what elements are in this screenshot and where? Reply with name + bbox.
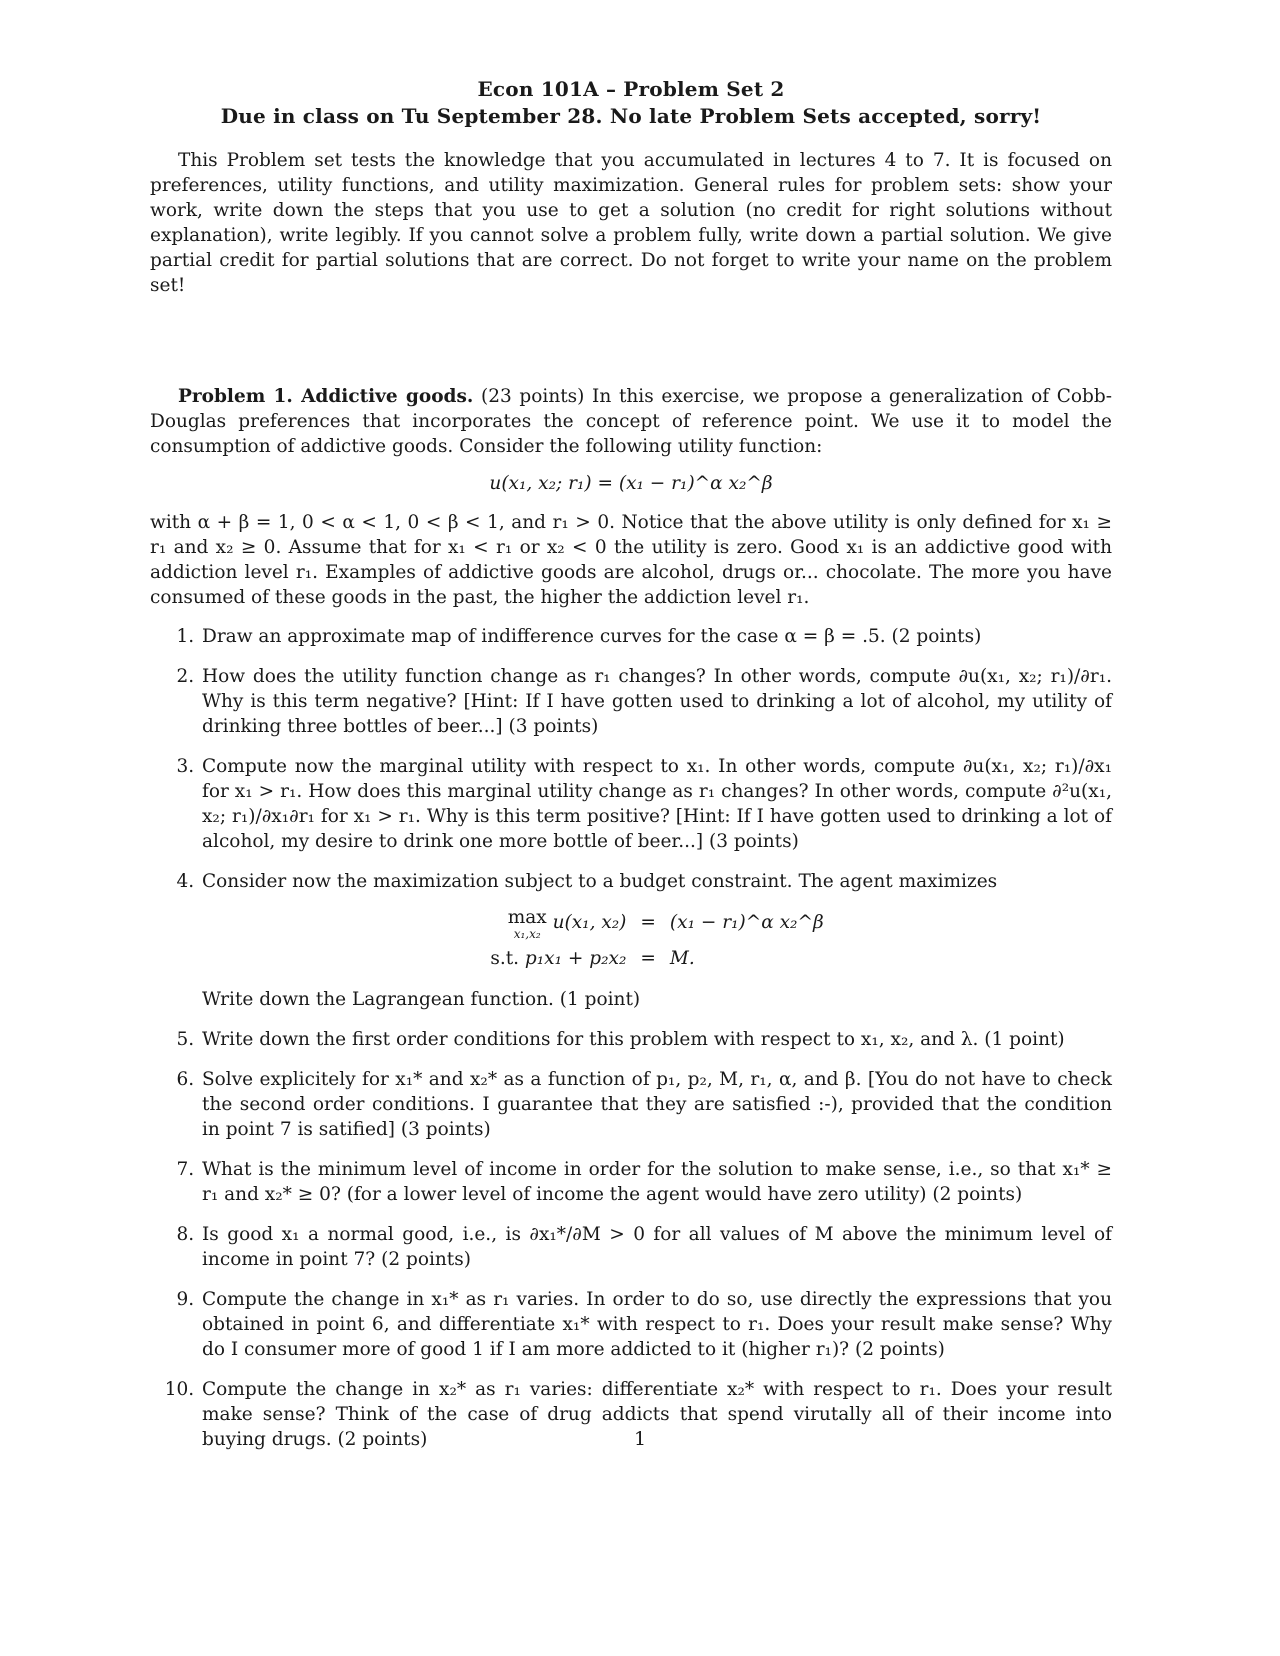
question-item: 5. Write down the first order conditions for this problem with respect to x₁, x₂, and λ. (1 point) (200, 1027, 1112, 1052)
objective-lhs (490, 907, 627, 942)
question-item (200, 869, 1112, 1012)
due-date-line: Due in class on Tu September 28. No late Problem Sets accepted, sorry! (220, 104, 1042, 128)
question-item: 9. Compute the change in x₁* as r₁ varies. In order to do so, use directly the expressions that you obtained in point 6, and differentiate x₁* with respect to r₁. Does your result make sense? Why do I consumer more of good 1 if I am more addicted to it (higher r₁)? (2 points) (200, 1287, 1112, 1362)
objective-rhs: (x₁ − r₁)^α x₂^β (669, 912, 824, 933)
problem-1-intro (150, 384, 1112, 459)
question-item: 2. How does the utility function change as r₁ changes? In other words, compute ∂u(x₁, x₂; r₁)/∂r₁. Why is this term negative? [Hint: If I have gotten used to drinking a lot of alcohol, my utility of drinking three bottles of beer...] (3 points) (200, 664, 1112, 739)
max-label: max (507, 907, 547, 928)
page-number: 1 (633, 1428, 647, 1450)
question-4-text: Consider now the maximization subject to a budget constraint. The agent maximizes (202, 871, 998, 892)
problem-1-heading: Problem 1. Addictive goods. (178, 386, 474, 407)
question-4-task: Write down the Lagrangean function. (1 point) (202, 989, 641, 1010)
equals-sign: = (640, 948, 656, 969)
problem-1-lead: (23 points) In this exercise, we propose a generalization of Cobb-Douglas preferences that incorporates the concept of reference point. We use it to model the consumption of addictive goods. Consider the following utility function: (150, 386, 1112, 457)
utility-equation: u(x₁, x₂; r₁) = (x₁ − r₁)^α x₂^β (489, 473, 773, 494)
equals-sign: = (640, 912, 656, 933)
max-subscript: x₁,x₂ (513, 927, 541, 941)
intro-paragraph: This Problem set tests the knowledge that you accumulated in lectures 4 to 7. It is focused on preferences, utility functions, and utility maximization. General rules for problem sets: show your work, write down the steps that you use to get a solution (no credit for right solutions without explanation), write legibly. If you cannot solve a problem fully, write down a partial solution. We give partial credit for partial solutions that are correct. Do not forget to write your name on the problem set! (150, 150, 1112, 296)
question-item: 3. Compute now the marginal utility with respect to x₁. In other words, compute ∂u(x₁, x₂; r₁)/∂x₁ for x₁ > r₁. How does this marginal utility change as r₁ changes? In other words, compute ∂²u(x₁, x₂; r₁)/∂x₁∂r₁ for x₁ > r₁. Why is this term positive? [Hint: If I have gotten used to drinking a lot of alcohol, my desire to drink one more bottle of beer...] (3 points) (200, 754, 1112, 854)
budget-expression: p₁x₁ + p₂x₂ (524, 948, 627, 969)
document-page (150, 76, 1112, 1467)
optimization-problem (202, 907, 1112, 971)
question-item: 6. Solve explicitely for x₁* and x₂* as a function of p₁, p₂, M, r₁, α, and β. [You do not have to check the second order conditions. I guarantee that they are satisfied :-), provided that the condition in point 7 is satified] (3 points) (200, 1067, 1112, 1142)
question-item: 1. Draw an approximate map of indifference curves for the case α = β = .5. (2 points) (200, 624, 1112, 649)
constraint-lhs (490, 946, 626, 971)
problem-1-question-list (150, 624, 1112, 1452)
question-item: 10. Compute the change in x₂* as r₁ varies: differentiate x₂* with respect to r₁. Does your result make sense? Think of the case of drug addicts that spend virutally all of their income into buying drugs. (2 points) (200, 1377, 1112, 1452)
problem-1-assumptions: with α + β = 1, 0 < α < 1, 0 < β < 1, and r₁ > 0. Notice that the above utility is only defined for x₁ ≥ r₁ and x₂ ≥ 0. Assume that for x₁ < r₁ or x₂ < 0 the utility is zero. Good x₁ is an addictive good with addiction level r₁. Examples of addictive goods are alcohol, drugs or... chocolate. The more you have consumed of these goods in the past, the higher the addiction level r₁. (150, 512, 1112, 608)
question-item: 8. Is good x₁ a normal good, i.e., is ∂x₁*/∂M > 0 for all values of M above the minimum level of income in point 7? (2 points) (200, 1222, 1112, 1272)
objective-function: u(x₁, x₂) (552, 912, 627, 933)
problem-set-title: Econ 101A – Problem Set 2 (477, 77, 785, 101)
constraint-rhs: M. (669, 948, 695, 969)
max-operator (507, 907, 547, 942)
subject-to-label: s.t. (490, 948, 520, 969)
question-item: 7. What is the minimum level of income in order for the solution to make sense, i.e., so that x₁* ≥ r₁ and x₂* ≥ 0? (for a lower level of income the agent would have zero utility) (2 points) (200, 1157, 1112, 1207)
